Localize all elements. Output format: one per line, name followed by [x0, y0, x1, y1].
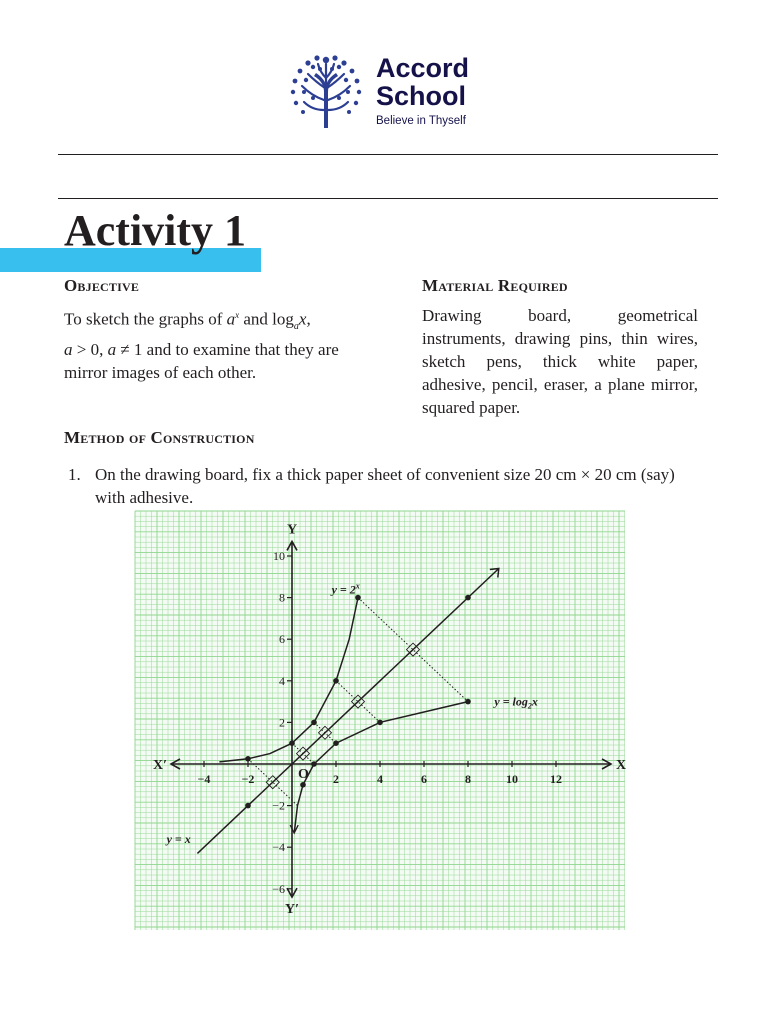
label-exponential: $y = 2^x$	[331, 581, 360, 597]
brand-name-line2: School	[376, 81, 467, 111]
y-tick-label: −6	[272, 881, 285, 896]
data-point	[289, 740, 295, 746]
x-axis-neg-label: X′	[152, 758, 168, 773]
objective-text-part: ≠ 1 and to examine that they are mirror images of each other.	[64, 340, 339, 383]
y-axis-label: Y	[286, 522, 298, 538]
objective-text-part: > 0,	[72, 340, 108, 360]
data-point	[311, 761, 317, 767]
activity-title: Activity 1	[64, 206, 247, 255]
y-tick-label: −2	[272, 798, 285, 813]
brand-name-line1: Accord	[376, 53, 470, 83]
y-tick-label: 8	[279, 590, 285, 605]
construction-step-1	[68, 463, 708, 509]
y-axis-neg-label: Y′	[284, 902, 300, 918]
school-logo	[286, 52, 506, 132]
brand-text	[376, 54, 469, 128]
material-heading: Material Required	[422, 276, 568, 295]
x-axis-label: X	[615, 758, 627, 773]
step-number: 1.	[68, 465, 81, 484]
tree-logo-icon	[286, 52, 366, 128]
x-tick-label: −2	[241, 772, 255, 786]
x-tick-label: 12	[550, 772, 562, 786]
mirror-image-graph	[135, 511, 625, 930]
origin-label: O	[298, 767, 309, 782]
y-tick-label: 6	[279, 632, 285, 647]
objective-text-part: and log	[239, 309, 294, 329]
data-point	[245, 756, 251, 762]
data-point	[355, 595, 361, 601]
y-tick-label: 2	[279, 715, 285, 730]
brand-tagline: Believe in Thyself	[376, 115, 466, 127]
y-tick-label: −4	[272, 840, 285, 855]
y-tick-label: 10	[273, 549, 285, 563]
objective-heading: Objective	[64, 276, 140, 295]
objective-text-part: ,	[306, 309, 311, 329]
data-point	[333, 740, 339, 746]
x-tick-label: −4	[197, 772, 211, 786]
header-rule-top	[58, 154, 718, 155]
x-tick-label: 8	[465, 772, 471, 786]
header-rule-bottom	[58, 198, 718, 199]
objective-text-part: To sketch the graphs of	[64, 309, 227, 329]
x-tick-label: 10	[506, 772, 518, 786]
x-tick-label: 2	[333, 772, 339, 786]
x-tick-label: 6	[421, 772, 427, 786]
data-point	[300, 782, 306, 788]
label-identity: y = x	[166, 831, 191, 846]
data-point	[465, 595, 471, 601]
objective-text: To sketch the graphs of $a^x$ and $\log_ax$, a > 0, a ≠ 1 and to examine that they are mirror images of each other.	[64, 309, 339, 383]
data-point	[333, 678, 339, 684]
material-text: Drawing board, geometrical instruments, drawing pins, thin wires, sketch pens, thick white paper, adhesive, pencil, eraser, a plane mirror, squared paper.	[422, 306, 698, 417]
data-point	[465, 699, 471, 705]
method-heading: Method of Construction	[64, 428, 255, 447]
data-point	[245, 803, 251, 809]
data-point	[311, 720, 317, 726]
data-point	[377, 720, 383, 726]
y-tick-label: 4	[279, 673, 285, 688]
step-text: On the drawing board, fix a thick paper sheet of convenient size 20 cm × 20 cm (say) with adhesive.	[95, 465, 675, 507]
label-logarithm: $y = \log_2x$	[494, 694, 538, 711]
x-tick-label: 4	[377, 772, 383, 786]
